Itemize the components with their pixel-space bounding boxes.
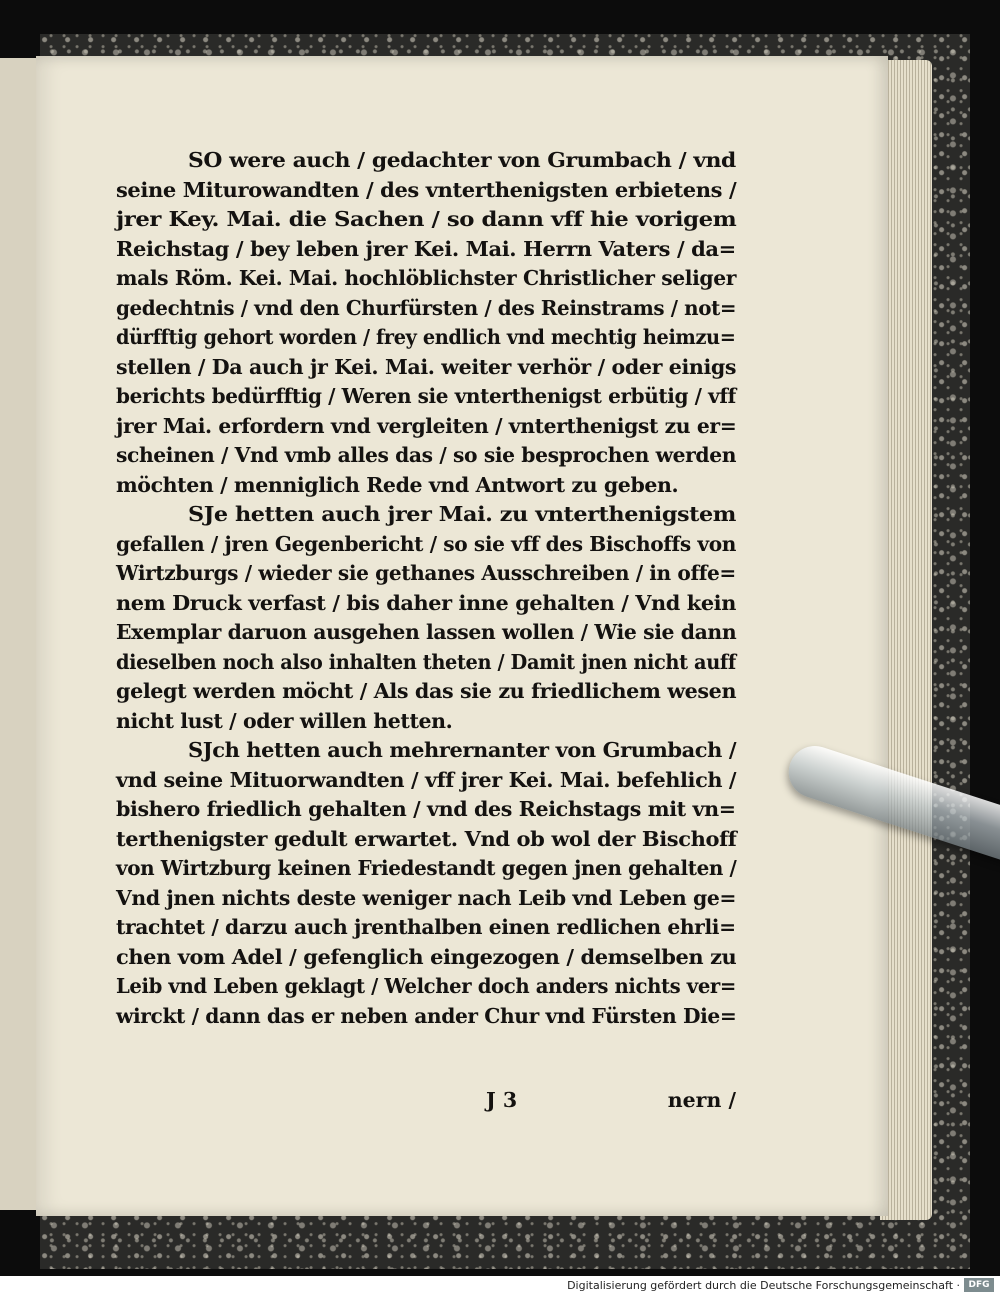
text-line: SJe hetten auch jrer Mai. zu vnterthenigstem <box>188 502 736 526</box>
text-line: möchten / menniglich Rede vnd Antwort zu geben. <box>116 472 679 497</box>
text-line: stellen / Da auch jr Kei. Mai. weiter verhör / oder einigs <box>116 354 737 379</box>
text-line: terthenigster gedult erwartet. Vnd ob wol der Bischoff <box>116 826 737 851</box>
dfg-logo: DFG <box>964 1278 994 1292</box>
text-line: vnd seine Mituorwandten / vff jrer Kei. Mai. befehlich / <box>116 767 737 792</box>
page-footer <box>116 1088 736 1118</box>
text-line: Vnd jnen nichts deste weniger nach Leib vnd Leben ge= <box>116 885 737 910</box>
text-line: nicht lust / oder willen hetten. <box>116 708 453 733</box>
text-line: bishero friedlich gehalten / vnd des Reichstags mit vn= <box>116 797 736 821</box>
text-line: berichts bedürfftig / Weren sie vnterthenigst erbütig / vff <box>116 384 736 408</box>
left-page-edge <box>0 58 38 1210</box>
text-line: Exemplar daruon ausgehen lassen wollen / Wie sie dann <box>116 620 737 644</box>
text-line: nem Druck verfast / bis daher inne gehalten / Vnd kein <box>116 590 736 615</box>
text-line: jrer Mai. erfordern vnd vergleiten / vnterthenigst zu er= <box>116 413 737 438</box>
text-line: Leib vnd Leben geklagt / Welcher doch anders nichts ver= <box>116 974 736 998</box>
book-page <box>36 56 888 1216</box>
text-line: wirckt / dann das er neben ander Chur vnd Fürsten Die= <box>116 1003 737 1028</box>
text-line: mals Röm. Kei. Mai. hochlöblichster Christlicher seliger <box>116 266 737 290</box>
text-line: gedechtnis / vnd den Churfürsten / des Reinstrams / not= <box>116 295 737 320</box>
text-line: dieselben noch also inhalten theten / Damit jnen nicht auff <box>116 649 736 674</box>
text-line: von Wirtzburg keinen Friedestandt gegen jnen gehalten / <box>116 856 737 880</box>
catchword: nern / <box>667 1088 736 1112</box>
text-line: seine Miturowandten / des vnterthenigsten erbietens / <box>116 177 737 202</box>
text-line: gelegt werden möcht / Als das sie zu friedlichem wesen <box>116 679 737 703</box>
text-line: gefallen / jren Gegenbericht / so sie vff des Bischoffs von <box>116 531 736 556</box>
page-text <box>116 146 736 1031</box>
text-line: SJch hetten auch mehrernanter von Grumbach / <box>188 738 737 762</box>
text-line: Wirtzburgs / wieder sie gethanes Ausschreiben / in offe= <box>116 561 736 585</box>
text-line: SO were auch / gedachter von Grumbach / vnd <box>188 148 736 172</box>
text-line: dürfftig gehort worden / frey endlich vnd mechtig heimzu= <box>116 325 736 349</box>
text-line: jrer Key. Mai. die Sachen / so dann vff hie vorigem <box>116 207 737 231</box>
text-line: trachtet / darzu auch jrenthalben einen redlichen ehrli= <box>116 915 736 939</box>
text-line: Reichstag / bey leben jrer Kei. Mai. Herrn Vaters / da= <box>116 236 736 261</box>
text-line: chen vom Adel / gefenglich eingezogen / demselben zu <box>116 944 737 969</box>
text-line: scheinen / Vnd vmb alles das / so sie besprochen werden <box>116 443 737 467</box>
credit-text: Digitalisierung gefördert durch die Deutsche Forschungsgemeinschaft · <box>567 1279 960 1292</box>
signature-mark: J 3 <box>486 1088 518 1112</box>
